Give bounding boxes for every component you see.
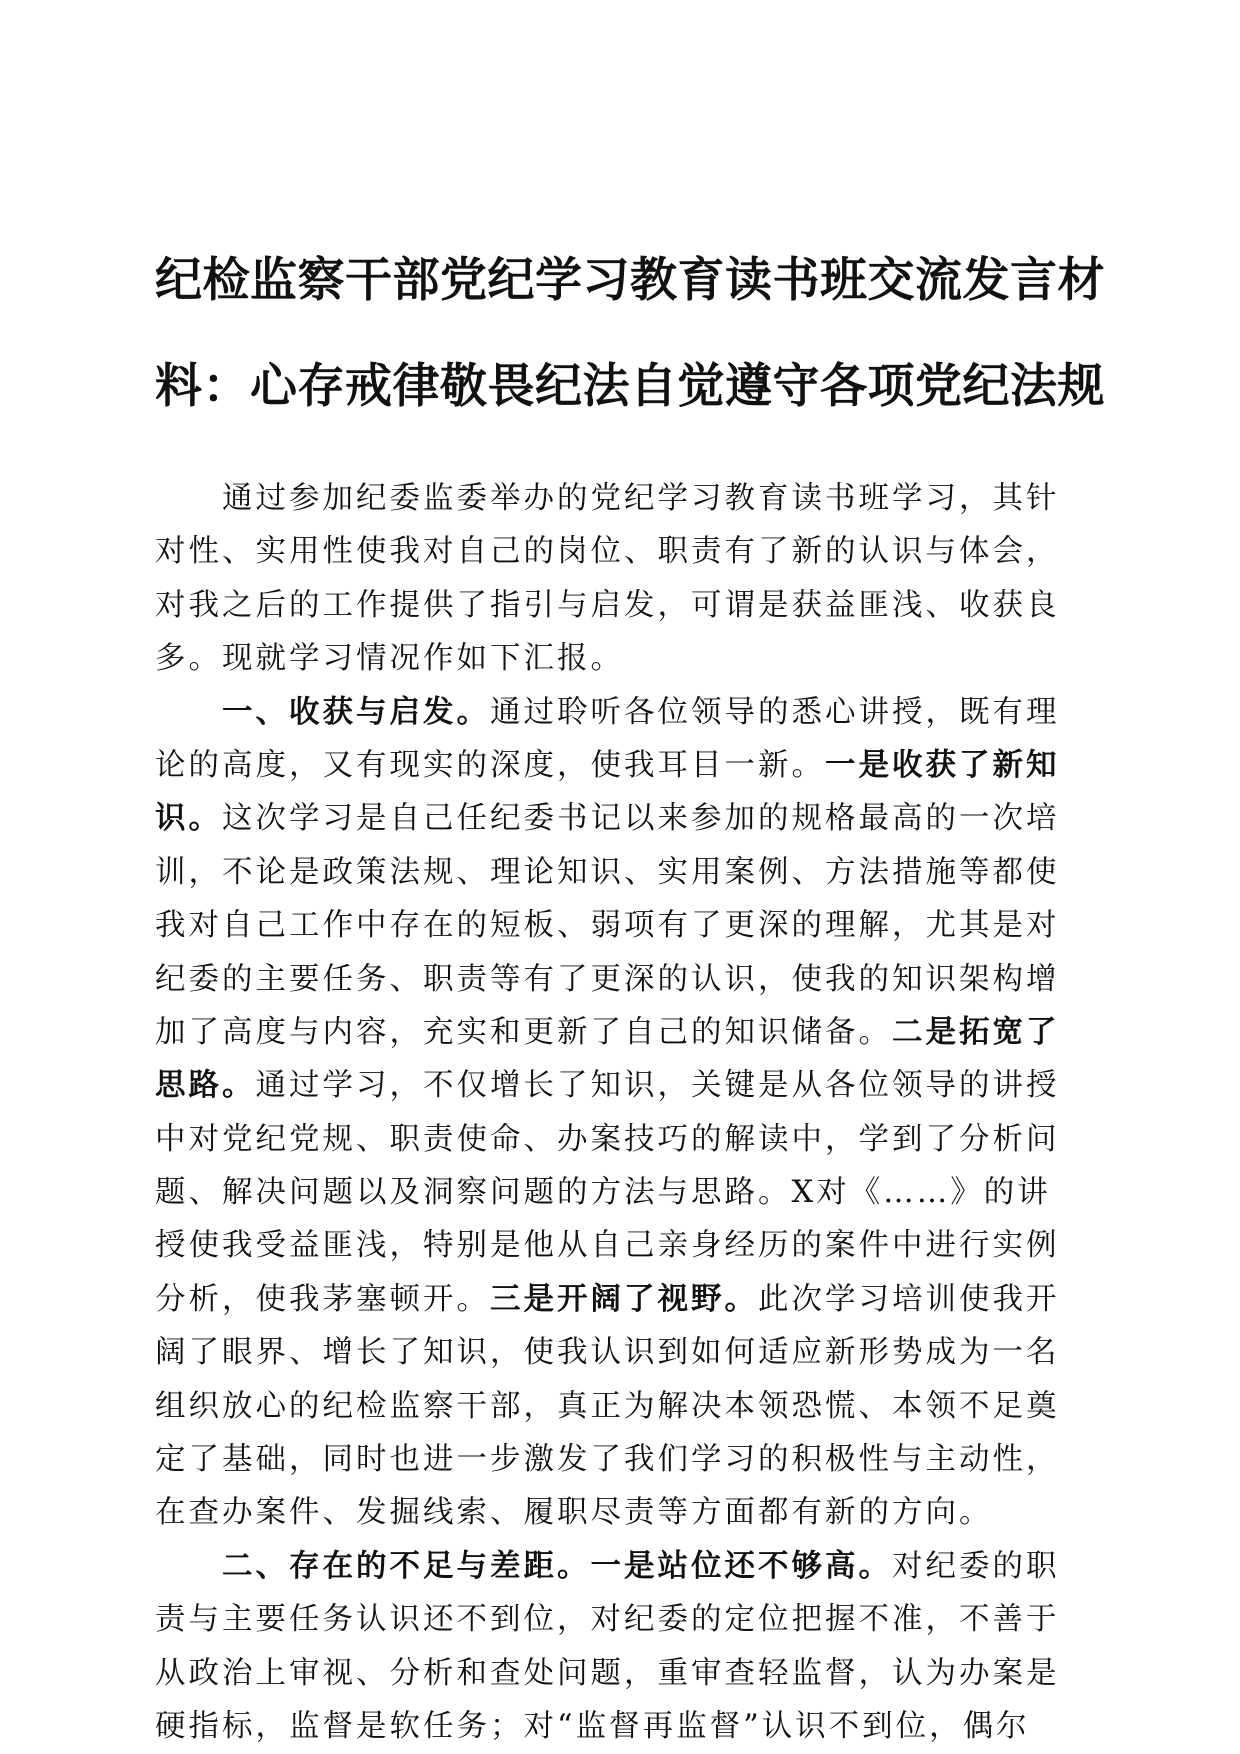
section-heading: 二、存在的不足与差距。 (222, 1547, 591, 1584)
text-line: 对我之后的工作提供了指引与启发，可谓是获益匪浅、收获良 (155, 587, 1060, 623)
text-line: 分析，使我茅塞顿开。三是开阔了视野。此次学习培训使我开 (155, 1280, 1060, 1317)
text-line: 阔了眼界、增长了知识，使我认识到如何适应新形势成为一名 (155, 1335, 1060, 1371)
text-line: 硬指标，监督是软任务；对“监督再监督”认识不到位，偶尔 (155, 1708, 1030, 1744)
text-line: 授使我受益匪浅，特别是他从自己亲身经历的案件中进行实例 (155, 1228, 1060, 1264)
text-line: 从政治上审视、分析和查处问题，重审查轻监督，认为办案是 (155, 1655, 1060, 1691)
text-line: 中对党纪党规、职责使命、办案技巧的解读中，学到了分析问 (155, 1121, 1060, 1157)
section-heading: 一、收获与启发。 (222, 693, 490, 730)
text-line: 多。现就学习情况作如下汇报。 (155, 641, 624, 677)
text-line: 加了高度与内容，充实和更新了自己的知识储备。二是拓宽了 (155, 1013, 1060, 1050)
text-line: 纪委的主要任务、职责等有了更深的认识，使我的知识架构增 (155, 961, 1060, 997)
section-heading-line: 二、存在的不足与差距。一是站位还不够高。对纪委的职 (222, 1547, 1060, 1584)
text-line: 训，不论是政策法规、理论知识、实用案例、方法措施等都使 (155, 854, 1060, 890)
text-line: 我对自己工作中存在的短板、弱项有了更深的理解，尤其是对 (155, 908, 1060, 944)
text-line: 题、解决问题以及洞察问题的方法与思路。X对《……》的讲 (155, 1175, 1051, 1211)
text-line: 识。这次学习是自己任纪委书记以来参加的规格最高的一次培 (155, 800, 1060, 837)
text-line: 通过参加纪委监委举办的党纪学习教育读书班学习，其针 (222, 481, 1060, 516)
text-line: 思路。通过学习，不仅增长了知识，关键是从各位领导的讲授 (155, 1067, 1060, 1104)
text-line: 论的高度，又有现实的深度，使我耳目一新。一是收获了新知 (155, 746, 1060, 783)
text-line: 定了基础，同时也进一步激发了我们学习的积极性与主动性， (155, 1442, 1060, 1478)
section-heading-line: 一、收获与启发。通过聆听各位领导的悉心讲授，既有理 (222, 693, 1060, 730)
title-line-2: 料：心存戒律敬畏纪法自觉遵守各项党纪法规 (155, 359, 1105, 414)
title-line-1: 纪检监察干部党纪学习教育读书班交流发言材 (155, 253, 1105, 308)
text-line: 对性、实用性使我对自己的岗位、职责有了新的认识与体会， (155, 534, 1060, 570)
text-line: 在查办案件、发掘线索、履职尽责等方面都有新的方向。 (155, 1495, 993, 1531)
text-line: 责与主要任务认识还不到位，对纪委的定位把握不准，不善于 (155, 1602, 1060, 1638)
document-title (155, 228, 1105, 440)
text-line: 组织放心的纪检监察干部，真正为解决本领恐慌、本领不足奠 (155, 1388, 1060, 1424)
document-body (155, 472, 1080, 1753)
